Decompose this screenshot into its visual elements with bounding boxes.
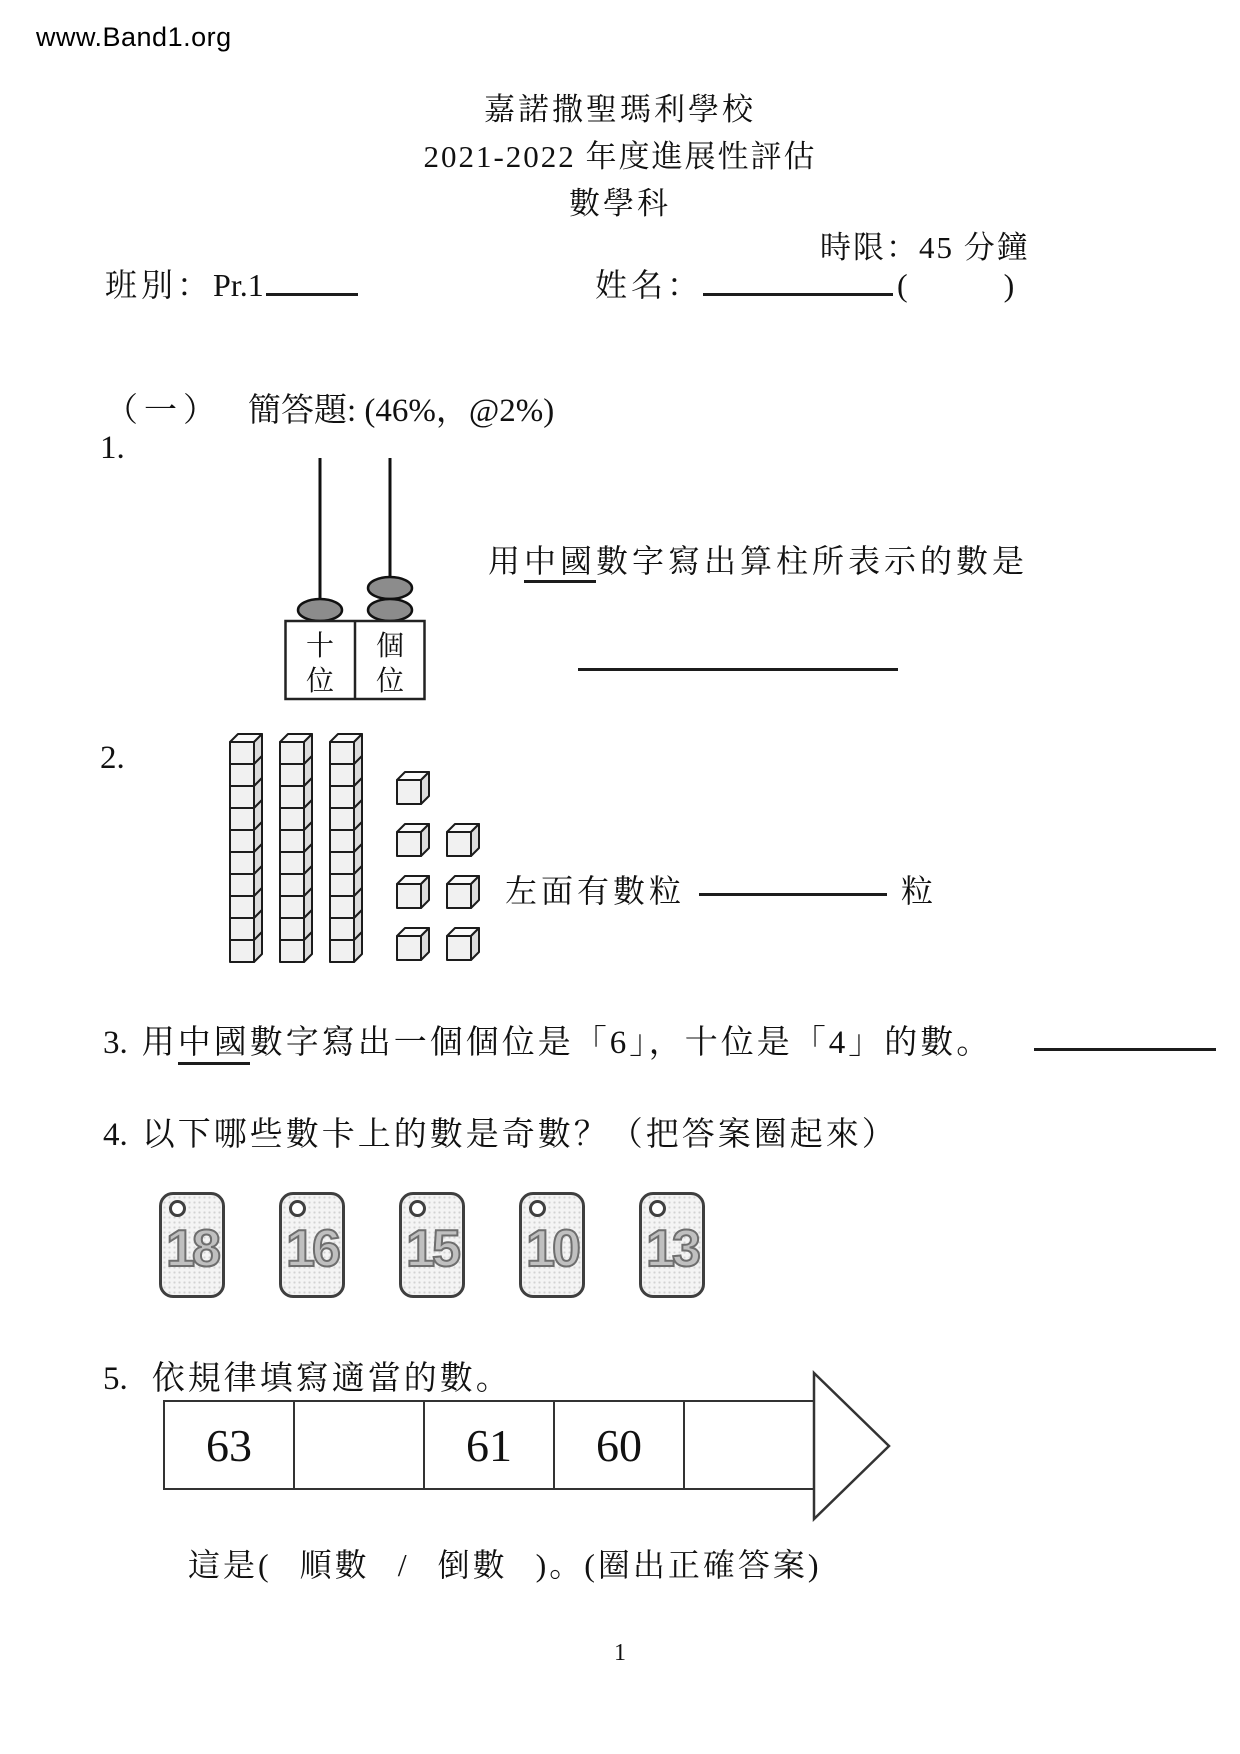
q2-unit-suffix: 粒	[901, 873, 938, 909]
q1-answer-blank[interactable]	[578, 616, 898, 671]
sequence-cell: 61	[425, 1400, 555, 1490]
q2-prompt	[505, 866, 937, 912]
unit-cube	[397, 928, 429, 960]
units-bead	[368, 599, 412, 621]
q3-number: 3.	[103, 1025, 128, 1061]
option-ascending[interactable]: 順數	[299, 1547, 370, 1583]
unit-cube	[397, 876, 429, 908]
number-card[interactable]	[399, 1192, 465, 1298]
units-bead	[368, 577, 412, 599]
q3-prompt-underlined: 中國	[178, 1025, 250, 1065]
units-place-label: 位	[375, 666, 405, 697]
unit-cube	[447, 876, 479, 908]
sequence-arrow-head	[812, 1370, 894, 1522]
q1-prompt-after: 數字寫出算柱所表示的數是	[596, 543, 1029, 579]
sequence-cell: 60	[555, 1400, 685, 1490]
option-slash: /	[397, 1547, 410, 1583]
q2-number: 2.	[100, 740, 125, 776]
ten-rod	[280, 734, 312, 962]
card-hole-icon	[409, 1200, 426, 1217]
school-name: 嘉諾撒聖瑪利學校	[484, 92, 756, 127]
q3-prompt-after: 數字寫出一個個位是「6」，十位是「4」的數。	[249, 1025, 993, 1061]
number-sequence-strip	[163, 1400, 815, 1490]
time-limit: 時限：45 分鐘	[820, 230, 1030, 265]
q3-line	[103, 1016, 1216, 1063]
number-card[interactable]	[639, 1192, 705, 1298]
q3-prompt-before: 用	[141, 1025, 178, 1061]
card-number: 13	[646, 1220, 698, 1278]
q5-number: 5.	[103, 1361, 128, 1397]
q5-conclusion-before: 這是(	[188, 1547, 272, 1583]
class-value: Pr.1	[213, 267, 264, 303]
card-hole-icon	[289, 1200, 306, 1217]
unit-cube	[447, 824, 479, 856]
number-cards-row	[159, 1192, 705, 1298]
card-hole-icon	[649, 1200, 666, 1217]
q1-prompt-before: 用	[488, 543, 525, 579]
section-title: 簡答題: (46%，@2%)	[248, 393, 555, 429]
sequence-cell: 63	[163, 1400, 295, 1490]
unit-cube	[397, 824, 429, 856]
section-one-heading	[105, 384, 554, 431]
q5-line	[103, 1352, 512, 1399]
q5-prompt: 依規律填寫適當的數。	[151, 1361, 512, 1397]
name-answer-blank[interactable]	[703, 289, 893, 296]
base-ten-blocks-figure	[222, 726, 484, 976]
watermark-url: www.Band1.org	[36, 22, 232, 52]
sequence-cell-blank[interactable]	[685, 1400, 815, 1490]
q3-answer-blank[interactable]	[1034, 1044, 1216, 1051]
ten-rod	[330, 734, 362, 962]
q5-conclusion	[188, 1540, 822, 1586]
q1-prompt	[488, 536, 1028, 582]
assessment-title: 2021-2022 年度進展性評估	[423, 139, 817, 174]
ten-rod	[230, 734, 262, 962]
card-hole-icon	[529, 1200, 546, 1217]
q1-number: 1.	[100, 430, 125, 466]
tens-bead	[298, 599, 342, 621]
subject-title: 數學科	[569, 186, 671, 221]
page-number: 1	[614, 1640, 626, 1666]
class-field	[105, 260, 358, 306]
name-label: 姓名：	[595, 267, 704, 303]
section-index: （一）	[105, 393, 222, 429]
units-place-label: 個	[375, 631, 405, 662]
number-card[interactable]	[279, 1192, 345, 1298]
bracket-close: )	[1003, 267, 1019, 303]
number-card[interactable]	[159, 1192, 225, 1298]
card-number: 18	[166, 1220, 218, 1278]
tens-place-label: 十	[305, 631, 335, 662]
unit-cube	[447, 928, 479, 960]
tens-place-label: 位	[305, 666, 335, 697]
card-hole-icon	[169, 1200, 186, 1217]
option-descending[interactable]: 倒數	[437, 1547, 508, 1583]
q2-answer-blank[interactable]	[699, 889, 887, 896]
q4-line	[103, 1108, 898, 1155]
class-answer-blank[interactable]	[266, 289, 358, 296]
q4-prompt: 以下哪些數卡上的數是奇數？（把答案圈起來）	[141, 1117, 898, 1153]
q1-prompt-underlined: 中國	[524, 543, 596, 583]
q4-number: 4.	[103, 1117, 128, 1153]
sequence-cell-blank[interactable]	[295, 1400, 425, 1490]
card-number: 10	[526, 1220, 578, 1278]
number-card[interactable]	[519, 1192, 585, 1298]
unit-cube	[397, 772, 429, 804]
abacus-figure	[283, 452, 427, 702]
name-field	[595, 260, 1018, 306]
card-number: 16	[286, 1220, 338, 1278]
card-number: 15	[406, 1220, 458, 1278]
bracket-open: (	[897, 267, 912, 303]
q5-conclusion-after: )。(圈出正確答案)	[535, 1547, 822, 1583]
q2-prompt-text: 左面有數粒	[505, 873, 686, 909]
class-label: 班別：	[105, 267, 214, 303]
